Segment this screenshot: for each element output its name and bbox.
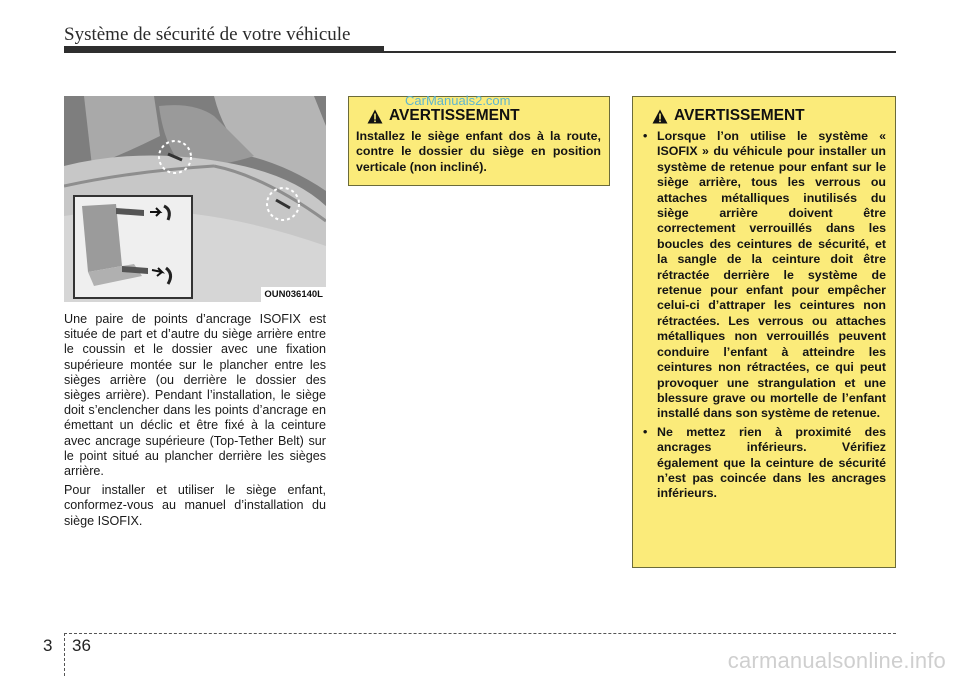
- footer-rule: [64, 633, 896, 634]
- warning-title: AVERTISSEMENT: [389, 107, 520, 124]
- list-item: • Ne mettez rien à proximité des ancrages inférieurs. Vérifiez également que la ceinture de sécurité n’est pas coincée dans les ancrages inférieurs.: [643, 424, 886, 501]
- warning-list: [641, 129, 886, 502]
- warning-triangle-icon: [652, 109, 668, 124]
- seat-drawing: [64, 96, 326, 302]
- page-header-title: Système de sécurité de votre véhicule: [64, 24, 351, 45]
- paragraph: Une paire de points d’ancrage ISOFIX est située de part et d’autre du siège arrière entre le coussin et le dossier avec une fixation supérieure montée sur le plancher entre les sièges arrière (ou derrière le dossier des sièges arrière). Pendant l’installation, le siège doit s’enclencher dans les points d’ancrage en émettant un déclic et être fixé à la ceinture avec ancrage supérieure (Top-Tether Belt) sur le point situé au plancher derrière les sièges arrière.: [64, 312, 326, 479]
- list-item: • Lorsque l’on utilise le système « ISOFIX » du véhicule pour installer un système de retenue pour enfant sur le siège arrière, tous les verrous ou attaches métalliques inutilisés du siège arrière doivent être correctement verrouillés dans les boucles des ceintures de sécurité, et la sangle de la ceinture doit être rétractée derrière le système de retenue pour enfant pour empêcher celui-ci d’attraper les ceintures non rétractées. Les verrous ou attaches métalliques non verrouillés peuvent conduire l’enfant à atteindre les ceintures non rétractées, ce qui peut provoquer une strangulation et une blessure grave ou mortelle de l’enfant installé dans son système de retenue.: [643, 129, 886, 421]
- isofix-seat-illustration: [64, 96, 326, 302]
- figure-code: OUN036140L: [261, 287, 326, 302]
- chapter-number: 3: [43, 636, 53, 655]
- warning-box-isofix: [632, 96, 896, 568]
- warning-heading: [641, 107, 886, 125]
- warning-title: AVERTISSEMENT: [674, 107, 805, 124]
- page-number: 36: [72, 636, 91, 655]
- bullet-icon: •: [643, 129, 648, 143]
- isofix-description: [64, 312, 326, 533]
- warning-triangle-icon: [367, 109, 383, 124]
- footer-site-watermark: carmanualsonline.info: [727, 648, 946, 673]
- bullet-icon: •: [643, 424, 648, 439]
- footer-divider: [64, 633, 65, 676]
- warning-heading: [356, 107, 601, 125]
- warning-box-rear-facing: [348, 96, 610, 186]
- header-rule: [64, 51, 896, 53]
- warning-text: Installez le siège enfant dos à la route, contre le dossier du siège en position verticale (non incliné).: [356, 129, 601, 174]
- paragraph: Pour installer et utiliser le siège enfant, conformez-vous au manuel d’installation du siège ISOFIX.: [64, 483, 326, 528]
- watermark: CarManuals2.com: [405, 93, 511, 108]
